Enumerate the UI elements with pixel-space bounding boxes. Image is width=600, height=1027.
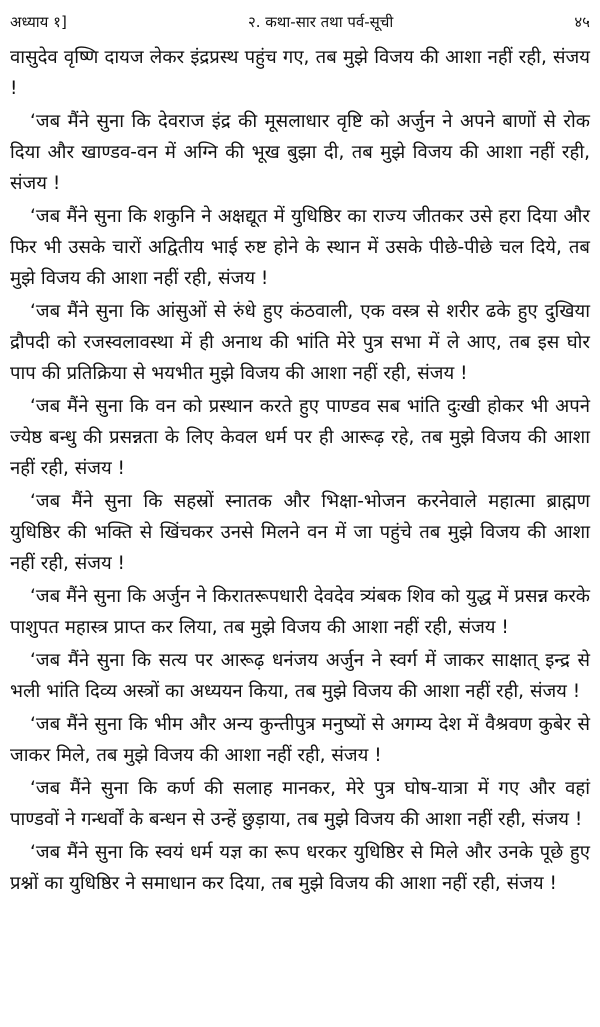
paragraph: ‘जब मैंने सुना कि स्वयं धर्म यज्ञ का रूप धरकर युधिष्ठिर से मिले और उनके पूछे हुए प्रश्नों का युधिष्ठिर ने समाधान कर दिया, तब मुझे विजय की आशा नहीं रही, संजय ! [10,842,590,894]
page-number: ४५ [574,13,590,31]
paragraph: ‘जब मैंने सुना कि आंसुओं से रुंधे हुए कंठवाली, एक वस्त्र से शरीर ढके हुए दुखिया द्रौपदी को रजस्वलावस्था में ही अनाथ की भांति मेरे पुत्र सभा में ले आए, तब इस घोर पाप की प्रतिक्रिया से भयभीत मुझे विजय की आशा नहीं रही, संजय ! [10,301,590,384]
paragraph: ‘जब मैंने सुना कि वन को प्रस्थान करते हुए पाण्डव सब भांति दुःखी होकर भी अपने ज्येष्ठ बन्धु की प्रसन्नता के लिए केवल धर्म पर ही आरूढ़ रहे, तब मुझे विजय की आशा नहीं रही, संजय ! [10,396,590,479]
chapter-label: अध्याय १] [10,13,67,31]
paragraph: ‘जब मैंने सुना कि शकुनि ने अक्षद्यूत में युधिष्ठिर का राज्य जीतकर उसे हरा दिया और फिर भी उसके चारों अद्वितीय भाई रुष्ट होने के स्थान में उसके पीछे-पीछे चल दिये, तब मुझे विजय की आशा नहीं रही, संजय ! [10,206,590,289]
paragraph: ‘जब मैंने सुना कि सत्य पर आरूढ़ धनंजय अर्जुन ने स्वर्ग में जाकर साक्षात् इन्द्र से भली भांति दिव्य अस्त्रों का अध्ययन किया, तब मुझे विजय की आशा नहीं रही, संजय ! [10,650,590,702]
paragraph: ‘जब मैंने सुना कि देवराज इंद्र की मूसलाधार वृष्टि को अर्जुन ने अपने बाणों से रोक दिया और खाण्डव-वन में अग्नि की भूख बुझा दी, तब मुझे विजय की आशा नहीं रही, संजय ! [10,111,590,194]
paragraph: ‘जब मैंने सुना कि कर्ण की सलाह मानकर, मेरे पुत्र घोष-यात्रा में गए और वहां पाण्डवों ने गन्धर्वों के बन्धन से उन्हें छुड़ाया, तब मुझे विजय की आशा नहीं रही, संजय ! [10,778,590,830]
section-title: २. कथा-सार तथा पर्व-सूची [247,13,394,31]
paragraph: ‘जब मैंने सुना कि भीम और अन्य कुन्तीपुत्र मनुष्यों से अगम्य देश में वैश्रवण कुबेर से जाकर मिले, तब मुझे विजय की आशा नहीं रही, संजय ! [10,714,590,766]
paragraph: ‘जब मैंने सुना कि सहस्रों स्नातक और भिक्षा-भोजन करनेवाले महात्मा ब्राह्मण युधिष्ठिर की भक्ति से खिंचकर उनसे मिलने वन में जा पहुंचे तब मुझे विजय की आशा नहीं रही, संजय ! [10,491,590,574]
paragraph: ‘जब मैंने सुना कि अर्जुन ने किरातरूपधारी देवदेव त्र्यंबक शिव को युद्ध में प्रसन्न करके पाशुपत महास्त्र प्राप्त कर लिया, तब मुझे विजय की आशा नहीं रही, संजय ! [10,586,590,638]
paragraph: वासुदेव वृष्णि दायज लेकर इंद्रप्रस्थ पहुंच गए, तब मुझे विजय की आशा नहीं रही, संजय ! [10,47,590,99]
body-text [10,42,590,899]
running-header [10,12,590,32]
